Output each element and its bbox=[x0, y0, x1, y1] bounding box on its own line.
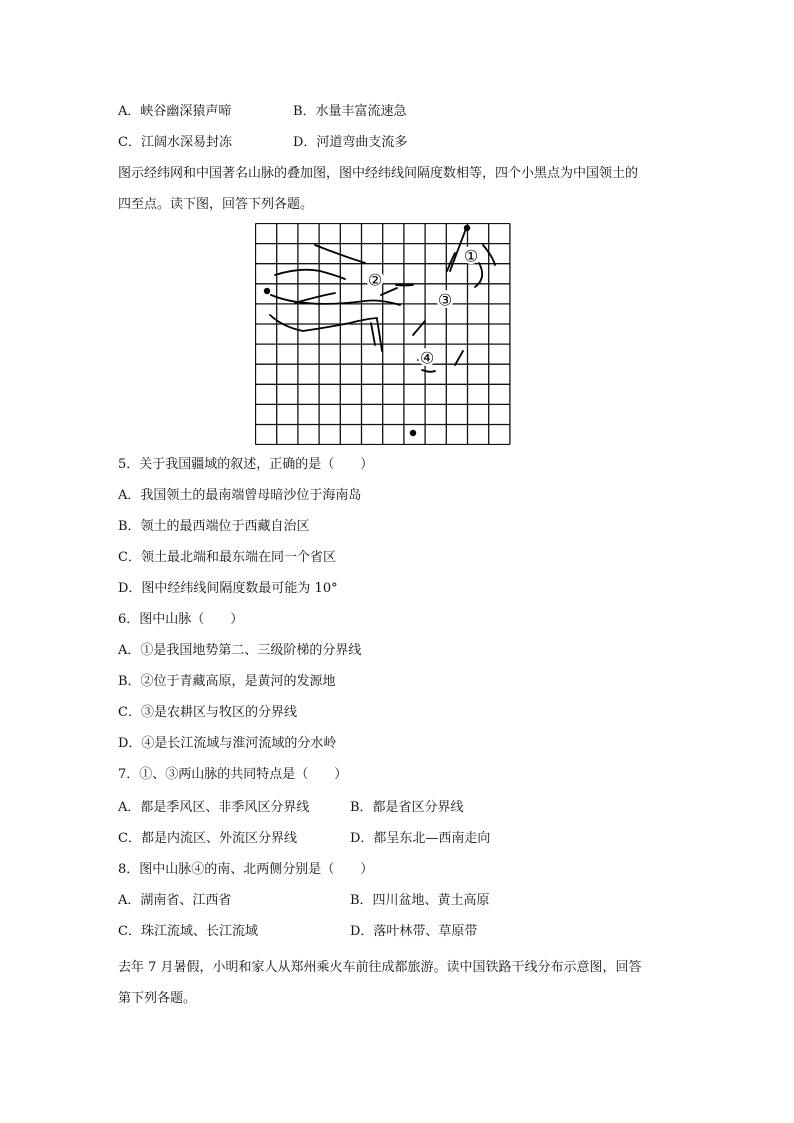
text-line: 去年 7 月暑假，小明和家人从郑州乘火车前往成都旅游。读中国铁路干线分布示意图，回答 bbox=[118, 960, 642, 975]
text-line: D．图中经纬线间隔度数最可能为 10° bbox=[118, 581, 338, 596]
option-1: B．四川盆地、黄土高原 bbox=[350, 893, 490, 908]
text-line: D．④是长江流域与淮河流域的分水岭 bbox=[118, 736, 337, 751]
range-4-left bbox=[422, 370, 435, 372]
text-line: A．我国领土的最南端曾母暗沙位于海南岛 bbox=[118, 488, 362, 503]
text-line: A．①是我国地势第二、三级阶梯的分界线 bbox=[118, 643, 362, 658]
range-east-1 bbox=[396, 285, 413, 286]
grid-map-svg bbox=[255, 223, 515, 445]
option-1: D．河道弯曲支流多 bbox=[293, 135, 408, 150]
south-point-dot bbox=[410, 430, 416, 436]
option-0: A．都是季风区、非季风区分界线 bbox=[118, 800, 310, 815]
mountain-grid-figure bbox=[255, 223, 515, 449]
text-line: 5．关于我国疆域的叙述，正确的是（ ） bbox=[118, 457, 374, 472]
option-0: A．湖南省、江西省 bbox=[118, 893, 232, 908]
option-1: B．水量丰富流速急 bbox=[293, 104, 407, 119]
option-0: C．江阔水深易封冻 bbox=[118, 135, 232, 150]
text-line: B．②位于青藏高原，是黄河的发源地 bbox=[118, 674, 336, 689]
option-0: C．都是内流区、外流区分界线 bbox=[118, 831, 297, 846]
text-line: B．领土的最西端位于西藏自治区 bbox=[118, 519, 310, 534]
option-1: D．落叶林带、草原带 bbox=[350, 924, 478, 939]
text-line: 图示经纬网和中国著名山脉的叠加图，图中经纬线间隔度数相等，四个小黑点为中国领土的 bbox=[118, 166, 639, 181]
range-tianshan bbox=[275, 270, 345, 279]
range-dabie bbox=[455, 351, 463, 365]
option-1: D．都呈东北—西南走向 bbox=[350, 831, 491, 846]
text-line: 四至点。读下图，回答下列各题。 bbox=[118, 197, 314, 212]
text-line: 7．①、③两山脉的共同特点是（ ） bbox=[118, 767, 348, 782]
range-qilian bbox=[295, 293, 335, 303]
label-1: ① bbox=[463, 246, 479, 266]
text-line: 6．图中山脉（ ） bbox=[118, 612, 244, 627]
text-line: C．领土最北端和最东端在同一个省区 bbox=[118, 550, 336, 565]
option-1: B．都是省区分界线 bbox=[350, 800, 464, 815]
range-hengduan-2 bbox=[371, 323, 375, 345]
label-4: ④ bbox=[419, 348, 435, 368]
text-line: C．③是农耕区与牧区的分界线 bbox=[118, 705, 297, 720]
text-line: 8．图中山脉④的南、北两侧分别是（ ） bbox=[118, 862, 374, 877]
label-3: ③ bbox=[437, 290, 453, 310]
range-east-2 bbox=[381, 288, 397, 295]
option-0: C．珠江流域、长江流域 bbox=[118, 924, 258, 939]
label-2: ② bbox=[367, 270, 383, 290]
north-point-dot bbox=[464, 225, 470, 231]
text-line: 第下列各题。 bbox=[118, 991, 197, 1006]
option-0: A．峡谷幽深猿声啼 bbox=[118, 104, 232, 119]
west-point-dot bbox=[264, 288, 270, 294]
range-taihang bbox=[413, 321, 425, 335]
